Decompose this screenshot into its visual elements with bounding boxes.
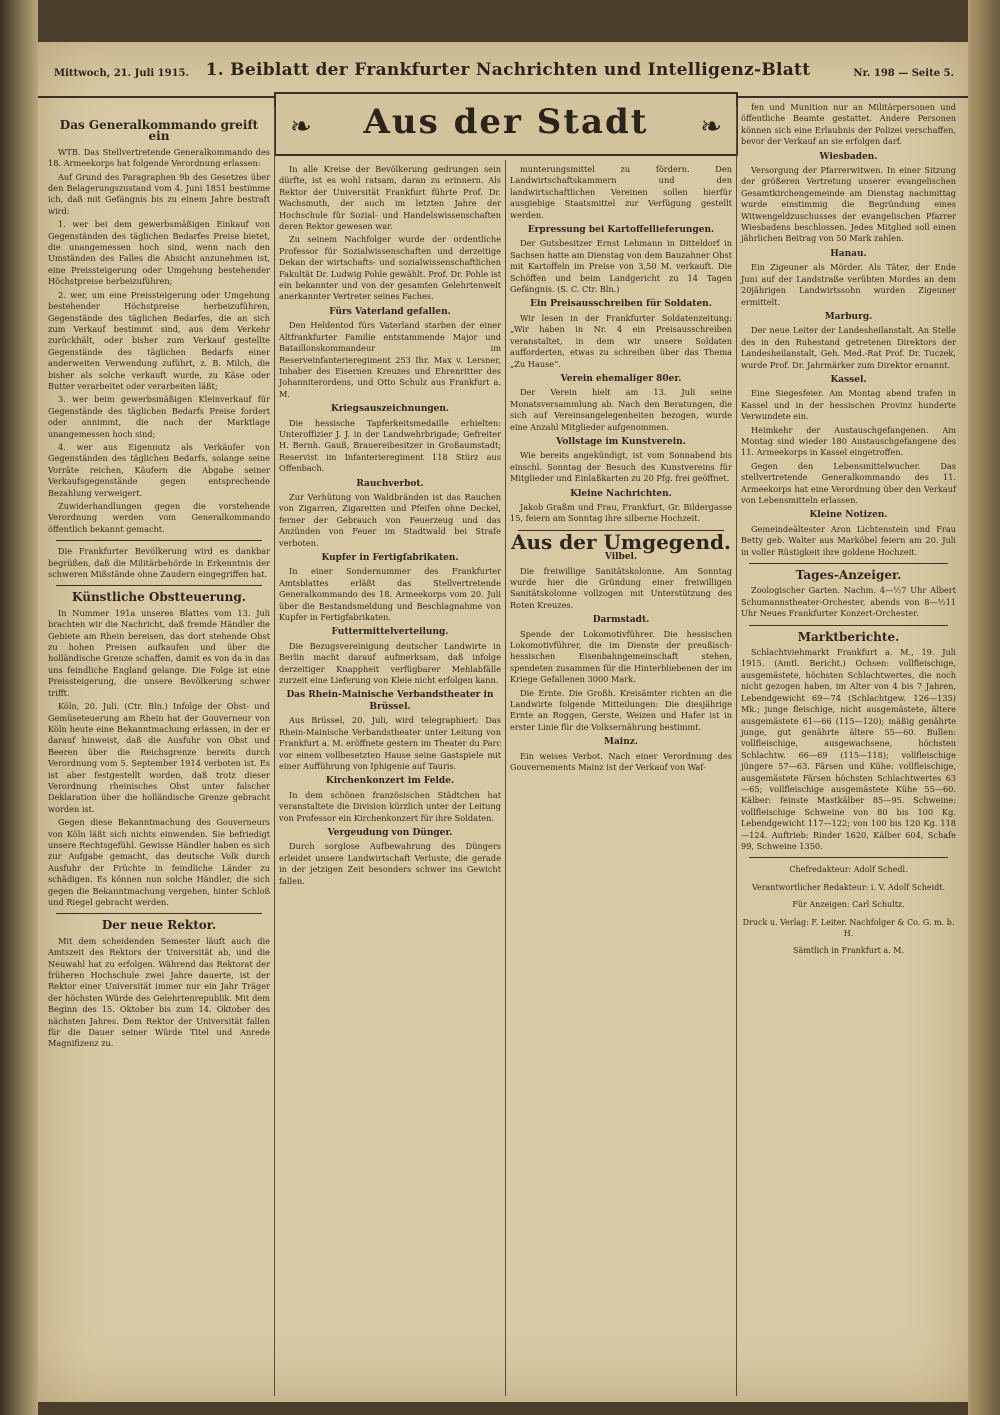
column-divider bbox=[274, 106, 275, 1396]
article-text: Ein weises Verbot. Nach einer Verordnung des Gouvernements Mainz ist der Verkauf von Waf- bbox=[510, 750, 732, 773]
article-headline: Kleine Nachrichten. bbox=[570, 488, 672, 499]
article-text: Wir lesen in der Frankfurter Soldatenzeitung: „Wir haben in Nr. 4 ein Preisausschreiben veranstaltet, in dem wir unsere Soldaten aufforderten, etwas zu schreiben über das Thema „Zu Hause“. bbox=[510, 312, 732, 369]
article-text: Der Verein hielt am 13. Juli seine Monatsversammlung ab. Nach den Beratungen, die sich auf Vereinsangelegenheiten bezogen, wurde eine Anzahl Mitglieder aufgenommen. bbox=[510, 387, 732, 432]
location-heading: Darmstadt. bbox=[592, 615, 650, 626]
location-heading: Hanau. bbox=[830, 248, 867, 259]
location-heading: Vilbel. bbox=[604, 552, 638, 563]
article-text: Heimkehr der Austauschgefangenen. Am Montag sind wieder 180 Austauschgefangene des 11. Armeekorps in Kassel eingetroffen. bbox=[741, 424, 956, 458]
section-headline: Aus der Umgegend. bbox=[511, 529, 731, 554]
article-text: Die freiwillige Sanitätskolonne. Am Sonntag wurde hier die Gründung einer freiwilligen Sanitätskolonne vollzogen mit Unterstützung des Roten Kreuzes. bbox=[510, 565, 732, 610]
article-text: Mit dem scheidenden Semester läuft auch die Amtszeit des Rektors der Universität ab, und die Neuwahl hat zu erfolgen. Während das Rektorat der früheren Hochschule zwei Jahre dauerte, ist der Rektor einer Universität immer nur ein Jahr Träger der höchsten Würde des Gelehrtenrepublik. Mit dem Beginn des 15. Oktober bis zum 14. Oktober des nächsten Jahres. Dem Rektor der Universität fallen für die Dauer seiner Würde Titel und Anrede Magnifizenz zu. bbox=[48, 935, 270, 1049]
article-text: Zu seinem Nachfolger wurde der ordentliche Professor für Sozialwissenschaften und derzeitige Dekan der wirtschafts- und sozialwissenschaftlichen Fakultät Dr. Ludwig Pohle gewählt. Prof. Dr. Pohle ist ein bekannter und von der gesamten Gelehrtenwelt anerkannter Vertreter seines Faches. bbox=[279, 234, 501, 302]
newspaper-title: 1. Beiblatt der Frankfurter Nachrichten und Intelligenz-Blatt bbox=[205, 60, 811, 80]
article-text: Wie bereits angekündigt, ist vom Sonnabend bis einschl. Sonntag der Besuch des Kunstvereins für Mitglieder und Einlaßkarten zu 20 Pfg. frei geöffnet. bbox=[510, 450, 732, 484]
article-text: In alle Kreise der Bevölkerung gedrungen sein dürfte, ist es wohl ratsam, daran zu erinnern. Als Rektor der Universität Frankfurt führte Prof. Dr. Wachsmuth, der auch im letzten Jahre der Hochschule für Sozial- und Handelswissenschaften deren Rektor gewesen war. bbox=[279, 164, 501, 232]
article-text: In einer Sondernummer des Frankfurter Amtsblattes erläßt das Stellvertretende Generalkommando des 18. Armeekorps vom 20. Juli über die Bestandsmeldung und Beschlagnahme von Kupfer in Fertigfabrikaten. bbox=[279, 566, 501, 623]
issue-date: Mittwoch, 21. Juli 1915. bbox=[54, 68, 189, 79]
article-text: Die Frankfurter Bevölkerung wird es dankbar begrüßen, daß die Militärbehörde in Erkenntnis der schweren Mißstände ohne Zaudern eingegriffen hat. bbox=[48, 546, 270, 580]
article-headline: Das Rhein-Mainische Verbandstheater in Brüssel. bbox=[286, 690, 494, 712]
article-text: Gemeindeältester Aron Lichtenstein und Frau Betty geb. Walter aus Marköbel feiern am 20. Juli in voller Rüstigkeit ihre goldene Hochzeit. bbox=[741, 523, 956, 557]
article-text: Gegen den Lebensmittelwucher. Das stellvertretende Generalkommando des 11. Armeekorps hat eine Verordnung über den Verkauf von Lebensmitteln erlassen. bbox=[741, 460, 956, 505]
article-headline: Fürs Vaterland gefallen. bbox=[329, 306, 451, 317]
article-text: Spende der Lokomotivführer. Die hessischen Lokomotivführer, die im Dienste der preußisch-hessischen Eisenbahngemeinschaft stehen, spendeten zusammen für die Hinterbliebenen der im Kriege Gefallenen 3000 Mark. bbox=[510, 628, 732, 685]
column-3 bbox=[510, 164, 732, 776]
divider bbox=[56, 913, 262, 914]
article-text: Schlachtviehmarkt Frankfurt a. M., 19. Juli 1915. (Amtl. Bericht.) Ochsen: vollfleischige, ausgemästete, höchsten Schlachtwertes, die noch nicht gezogen haben, im Alter von 4 bis 7 Jahren, Lebendgewicht 69—74 (Schlachtgew. 126—135) Mk.; junge fleischige, nicht ausgemästete, ältere ausgemästete 61—66 (115—120); mäßig genährte junge, gut genährte ältere 55—60. Bullen: vollfleischige, ausgewachsene, höchsten Schlachtw. 66—69 (115—118); vollfleischige jüngere 57—63. Färsen und Kühe: vollfleischige, ausgemästete Färsen höchsten Schlachtwertes 63—65; vollfleischige ausgemästete Kühe 55—60. Kälber: feinste Mastkälber 85—95. Schweine: vollfleischige Schweine von 80 bis 100 Kg. Lebendgewicht 117—122; von 100 bis 120 Kg. 118—124. Auftrieb: Rinder 1620, Kälber 604, Schafe 99, Schweine 1350. bbox=[741, 647, 956, 851]
article-text: 2. wer, um eine Preissteigerung oder Umgehung bestehender Höchstpreise herbeizuführen, Gegenstände des täglichen Bedarfes, die an sich zum Verkauf bestimmt sind, aus dem Verkehr zurückhält, oder bisher zum Verkauf gestellte Gegenstände des täglichen Bedarfs einer anderweiten Verwendung zuführt, z. B. Milch, die bisher als solche verkauft wurde, zu Käse oder Butter verarbeitet oder verarbeiten läßt; bbox=[48, 289, 270, 391]
location-heading: Mainz. bbox=[603, 737, 638, 748]
divider bbox=[749, 625, 948, 626]
article-text: Die Ernte. Die Großh. Kreisämter richten an die Landwirte folgende Mitteilungen: Die diesjährige Ernte an Roggen, Gerste, Weizen und Hafer ist in erster Linie für die Volksernährung bestimmt. bbox=[510, 687, 732, 732]
divider bbox=[749, 563, 948, 564]
imprint-ads: Für Anzeigen: Carl Schultz. bbox=[792, 900, 905, 910]
imprint-editor: Chefredakteur: Adolf Schedl. bbox=[789, 865, 908, 875]
article-headline: Rauchverbot. bbox=[356, 478, 424, 489]
column-4 bbox=[741, 102, 956, 957]
article-headline: Erpressung bei Kartoffellieferungen. bbox=[527, 225, 715, 236]
article-text: WTB. Das Stellvertretende Generalkommando des 18. Armeekorps hat folgende Verordnung erlassen: bbox=[48, 146, 270, 169]
article-text: In dem schönen französischen Städtchen hat veranstaltete die Division kürzlich unter der Leitung von Professor ein Kirchenkonzert für ihre Soldaten. bbox=[279, 789, 501, 823]
ornament-right-icon: ❧ bbox=[700, 112, 722, 142]
section-title: Aus der Stadt bbox=[363, 102, 649, 142]
article-text: Zoologischer Garten. Nachm. 4—½7 Uhr Albert Schumannstheater-Orchester, abends von 8—½11 Uhr Neues Frankfurter Konzert-Orchester. bbox=[741, 585, 956, 619]
issue-number: Nr. 198 — Seite 5. bbox=[853, 68, 954, 79]
article-headline: Kupfer in Fertigfabrikaten. bbox=[321, 553, 459, 563]
article-text: Köln, 20. Juli. (Ctr. Bln.) Infolge der Obst- und Gemüseteuerung am Rhein hat der Gouverneur von Köln heute eine Bekanntmachung erlassen, in der er darauf hinweist, daß die Ausfuhr von Obst und Beeren über die Reichsgrenze bereits durch Verordnung vom 5. September 1914 verboten ist. Es ist aber festgestellt worden, daß trotz dieser Verordnung rheinisches Obst unter falscher Deklaration über die holländische Grenze gebracht worden ist. bbox=[48, 701, 270, 814]
article-text: In Nummer 191a unseres Blattes vom 13. Juli brachten wir die Nachricht, daß fremde Händler die Gebiete am Rhein bereisen, das dort stehende Obst zu hohen Preisen aufkaufen und über die holländische Grenze schaffen, damit es von da in das uns feindliche England gelange. Die Folge ist eine Preissteigerung, die unsere Bevölkerung schwer trifft. bbox=[48, 607, 270, 698]
article-headline: Ein Preisausschreiben für Soldaten. bbox=[530, 299, 712, 310]
newspaper-page bbox=[38, 42, 968, 1402]
divider bbox=[56, 585, 262, 586]
article-headline: Tages-Anzeiger. bbox=[795, 568, 902, 583]
column-2 bbox=[279, 164, 501, 889]
article-text: fen und Munition nur an Militärpersonen und öffentliche Beamte gestattet. Andere Personen können sich eine Erlaubnis der Polizei verschaffen, bevor der Verkauf an sie erfolgen darf. bbox=[741, 102, 956, 147]
article-text: Zur Verhütung von Waldbränden ist das Rauchen von Zigarren, Zigaretten und Pfeifen ohne Deckel, ferner der Gebrauch von Feuerzeug und das Anzünden von Feuer im Stadtwald bei Strafe verboten. bbox=[279, 491, 501, 548]
article-headline: Vergeudung von Dünger. bbox=[327, 827, 453, 838]
location-heading: Kassel. bbox=[830, 374, 867, 385]
section-header-box bbox=[274, 92, 738, 156]
article-text: Den Heldentod fürs Vaterland starben der einer Altfrankfurter Familie entstammende Major und Bataillonskommandeur im Reserveinfanterieregiment 253 Ihr. Max v. Lersner, Inhaber des Eisernen Kreuzes und Ehrenritter des Johanniterordens, und Otto Schulz aus Frankfurt a. M. bbox=[279, 320, 501, 399]
location-heading: Wiesbaden. bbox=[819, 151, 878, 162]
article-text: 3. wer beim gewerbsmäßigen Kleinverkauf für Gegenstände des täglichen Bedarfs Preise fordert oder annimmt, die nach der Marktlage unangemessen hoch sind; bbox=[48, 394, 270, 439]
article-headline: Kirchenkonzert im Felde. bbox=[325, 776, 455, 787]
article-text: Gegen diese Bekanntmachung des Gouverneurs von Köln läßt sich nichts einwenden. Sie befriedigt unsere Rechtsgefühl. Gewisse Händler haben es sich zur Aufgabe gemacht, das deutsche Volk durch Ausfuhr der Früchte in feindliche Länder zu schädigen. Es können nun solche Händler, die sich gegen die Bekanntmachung vergehen, hinter Schloß und Riegel gebracht werden. bbox=[48, 817, 270, 907]
imprint-responsible: Verantwortlicher Redakteur: i. V. Adolf Scheidt. bbox=[751, 882, 946, 892]
article-text: Die hessische Tapferkeitsmedaille erhielten: Unteroffizier J. J. in der Landwehrbrigade; Gefreiter H. Bernh. Gauß, Brauereibesitzer in Großaumstadt; Reservist im Infanterieregiment 118 Stürz aus Offenbach. bbox=[279, 417, 501, 474]
article-text: Zuwiderhandlungen gegen die vorstehende Verordnung werden vom Generalkommando öffentlich bekannt gemacht. bbox=[48, 501, 270, 534]
article-text: Aus Brüssel, 20. Juli, wird telegraphiert: Das Rhein-Mainische Verbandstheater unter Leitung von Frankfurt a. M. eröffnete gestern im Theater du Parc vor einem vollbesetzten Hause seine Gastspiele mit einer Aufführung von Iphigenie auf Tauris. bbox=[279, 715, 501, 771]
article-text: Versorgung der Pfarrerwitwen. In einer Sitzung der größeren Vertretung unserer evangelischen Gesamtkirchengemeinde am Dienstag nachmittag wurde einstimmig die Begründung eines Witwengeldzuschusses der evangelischen Pfarrer Wiesbadens beschlossen. Jedes Mitglied soll einen jährlichen Beitrag von 50 Mark zahlen. bbox=[741, 165, 956, 244]
ornament-left-icon: ❧ bbox=[290, 112, 312, 142]
divider bbox=[749, 857, 948, 858]
imprint-printer: Druck u. Verlag: F. Leiter. Nachfolger & Co. G. m. b. H. bbox=[742, 917, 955, 938]
article-text: Der Gutsbesitzer Ernst Lehmann in Ditteldorf in Sachsen hatte am Dienstag von dem Bauzahner Obst mit Kartoffeln im Preise von 3,50 M. verkauft. Die Schöffen und beim Landgericht zu 14 Tagen Gefängnis. (S. C. Ctr. Bln.) bbox=[510, 238, 732, 295]
article-headline: Kleine Notizen. bbox=[809, 510, 888, 521]
article-headline: Der neue Rektor. bbox=[101, 918, 217, 933]
article-text: Durch sorglose Aufbewahrung des Düngers erleidet unsere Landwirtschaft Verluste, die gerade in der jetzigen Zeit besonders schwer ins Gewicht fallen. bbox=[279, 841, 501, 886]
article-headline: Künstliche Obstteuerung. bbox=[72, 590, 246, 605]
article-text: munterungsmittel zu fördern. Den Landwirtschaftskammern und den landwirtschaftlichen Vereinen sollen hierfür ausgiebige Staatsmittel zur Verfügung gestellt werden. bbox=[510, 164, 732, 220]
article-text: 4. wer aus Eigennutz als Verkäufer von Gegenständen des täglichen Bedarfs, solange seine Vorräte reichen, Käufern die Abgabe seiner Verkaufsgegenstände gegen entsprechende Bezahlung verweigert. bbox=[48, 441, 270, 498]
column-divider bbox=[505, 160, 506, 1396]
article-headline: Marktberichte. bbox=[797, 629, 900, 644]
page-edge-left bbox=[0, 0, 38, 1415]
article-headline: Verein ehemaliger 80er. bbox=[560, 373, 682, 384]
divider bbox=[56, 540, 262, 541]
article-text: Eine Siegesfeier. Am Montag abend trafen in Kassel und in der hessischen Provinz hunderte Verwundete ein. bbox=[741, 388, 956, 422]
article-headline: Kriegsauszeichnungen. bbox=[330, 404, 450, 415]
article-text: Ein Zigeuner als Mörder. Als Täter, der Ende Juni auf der Landstraße verübten Mordes an dem 20jährigen Landwirtssohn wurden Zigeuner ermittelt. bbox=[741, 262, 956, 307]
article-headline: Futtermittelverteilung. bbox=[331, 627, 449, 638]
column-divider bbox=[736, 106, 737, 1396]
article-text: 1. wer bei dem gewerbsmäßigen Einkauf von Gegenständen des täglichen Bedarfes Preise bietet, die unangemessen hoch sind, wenn nach den Umständen des Falles die Absicht anzunehmen ist, eine Preissteigerung oder Umgehung bestehender Höchstpreise herbeizuführen; bbox=[48, 219, 270, 287]
imprint-location: Sämtlich in Frankfurt a. M. bbox=[792, 946, 905, 956]
page-edge-right bbox=[968, 0, 1000, 1415]
article-text: Jakob Graßm und Frau, Frankfurt, Gr. Bildergasse 15, feiern am Sonntag ihre silberne Hochzeit. bbox=[510, 501, 732, 524]
column-1 bbox=[48, 106, 270, 1052]
location-heading: Marburg. bbox=[824, 311, 873, 322]
article-headline: Vollstage im Kunstverein. bbox=[556, 436, 686, 447]
article-headline: Das Generalkommando greift ein bbox=[59, 118, 259, 144]
article-text: Die Bezugsvereinigung deutscher Landwirte in Berlin macht darauf aufmerksam, daß infolge derzeitiger Knappheit verfügbarer Mehlabfälle zurzeit eine Lieferung von Kleie nicht erfolgen kann. bbox=[279, 640, 501, 686]
article-text: Der neue Leiter der Landesheilanstalt. An Stelle des in den Ruhestand getretenen Direktors der Landesheilanstalt, Geh. Med.-Rat Prof. Dr. Tuczek, wurde Prof. Dr. Jahrmärker zum Direktor ernannt. bbox=[741, 325, 956, 370]
article-text: Auf Grund des Paragraphen 9b des Gesetzes über den Belagerungszustand vom 4. Juni 1851 bestimme ich, daß mit Gefängnis bis zu einem Jahre bestraft wird: bbox=[48, 171, 270, 216]
